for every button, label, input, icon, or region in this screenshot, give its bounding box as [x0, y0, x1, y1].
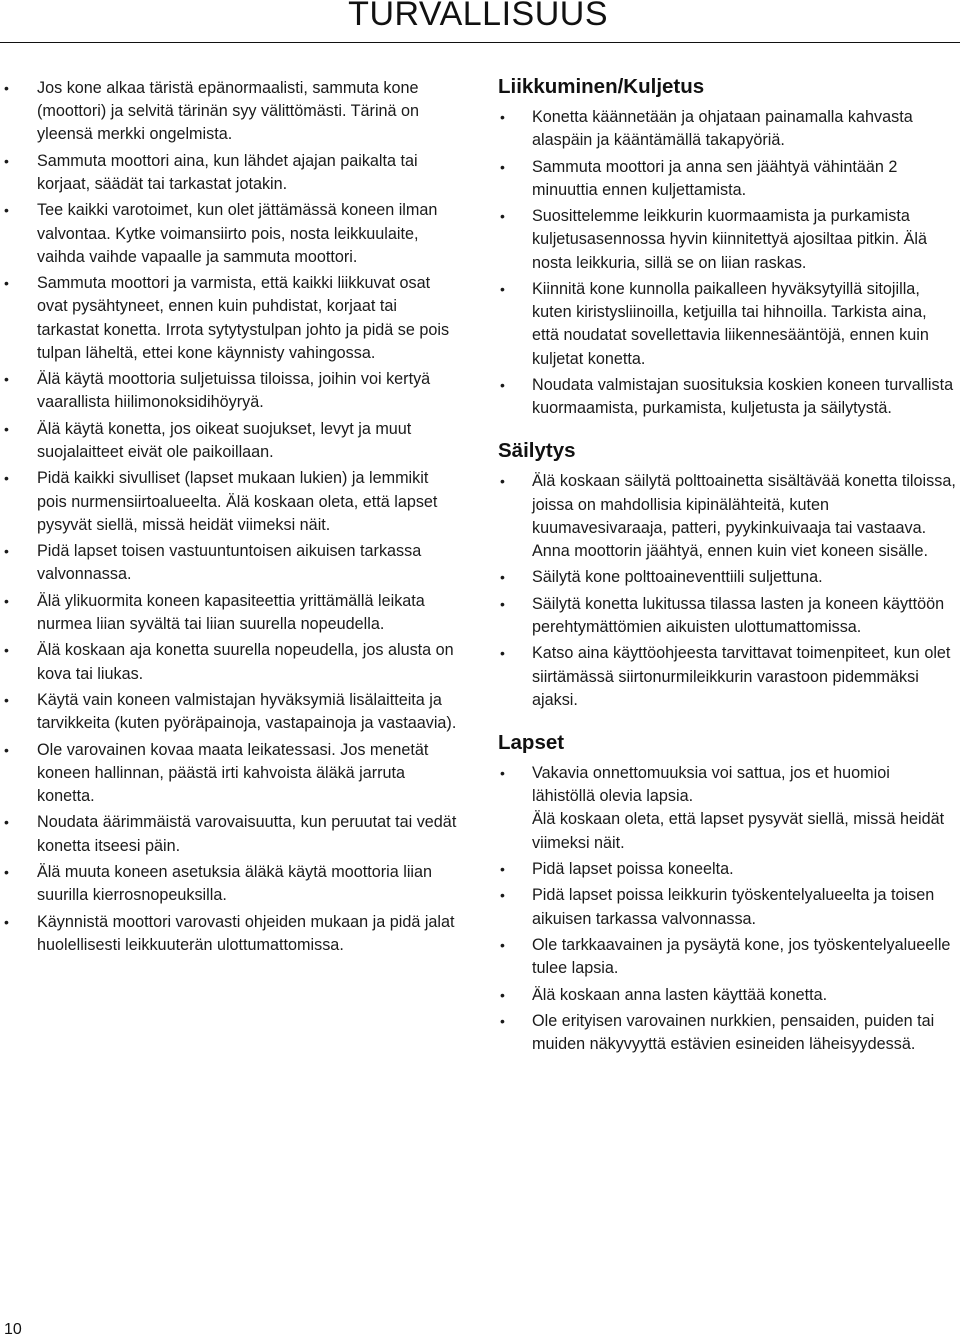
bullet-icon: •	[4, 80, 9, 96]
list-item-text: Tee kaikki varotoimet, kun olet jättämässä koneen ilman valvontaa. Kytke voimansiirto pois, nosta leikkuulaite, vaihda vaihde vapaalle ja sammuta moottori.	[37, 201, 438, 266]
list-item-text: Ole erityisen varovainen nurkkien, pensaiden, puiden tai muiden näkyvyyttä estävien esineiden läheisyydessä.	[532, 1011, 935, 1054]
storage-bullet-list	[498, 470, 956, 712]
list-item	[0, 639, 462, 685]
section-heading-storage: Säilytys	[498, 439, 576, 463]
bullet-icon: •	[500, 645, 505, 662]
list-item-text: Älä ylikuormita koneen kapasiteettia yrittämällä leikata nurmea liian syvältä tai liian suurella nopeudella.	[37, 591, 425, 633]
page-number: 10	[4, 1321, 22, 1338]
list-item-text: Vakavia onnettomuuksia voi sattua, jos et huomioi lähistöllä olevia lapsia. Älä koskaan oleta, että lapset pysyvät siellä, missä heidät viimeksi näit.	[532, 763, 945, 852]
bullet-icon: •	[500, 569, 505, 586]
list-item-text: Pidä lapset poissa koneelta.	[532, 859, 734, 878]
bullet-icon: •	[500, 860, 505, 877]
list-item	[498, 374, 956, 420]
bullet-icon: •	[500, 208, 505, 225]
bullet-icon: •	[500, 1012, 505, 1029]
list-item	[0, 911, 462, 957]
bullet-icon: •	[4, 741, 9, 758]
bullet-icon: •	[500, 595, 505, 612]
header-divider	[0, 42, 960, 43]
list-item	[498, 884, 956, 930]
list-item-text: Älä käytä moottoria suljetuissa tiloissa, joihin voi kertyä vaarallista hiilimonoksidihöyryä.	[37, 370, 431, 412]
bullet-icon: •	[500, 936, 505, 953]
bullet-icon: •	[4, 592, 9, 609]
left-bullet-list	[0, 77, 462, 957]
list-item-text: Käytä vain koneen valmistajan hyväksymiä lisälaitteita ja tarvikkeita (kuten pyöräpainoja, vastapainoja ja vastaavia).	[37, 690, 457, 733]
list-item-text: Sammuta moottori ja varmista, että kaikki liikkuvat osat ovat pysähtyneet, ennen kuin puhdistat, korjaat tai tarkastat konetta. Irrota sytytystulpan johto ja pidä se pois tulpan läheltä, ettei kone käynnisty vahingossa.	[37, 274, 450, 362]
list-item-text: Ole varovainen kovaa maata leikatessasi. Jos menetät koneen hallinnan, päästä irti kahvoista äläkä jarruta konetta.	[37, 740, 429, 805]
bullet-icon: •	[4, 543, 9, 560]
list-item-text: Pidä lapset toisen vastuuntuntoisen aikuisen tarkassa valvonnassa.	[37, 542, 422, 584]
list-item	[0, 689, 462, 735]
list-item	[0, 739, 462, 809]
list-item	[0, 272, 462, 365]
list-item-text: Sammuta moottori ja anna sen jäähtyä vähintään 2 minuuttia ennen kuljettamista.	[532, 157, 898, 199]
list-item-text: Älä koskaan säilytä polttoainetta sisältävää konetta tiloissa, joissa on mahdollisia kipinälähteitä, kuten kuumavesivaraaja, patteri, pyykinkuivaaja tai vastaava. Anna moottorin jäähtyä, ennen kuin viet koneen sisälle.	[532, 472, 956, 560]
list-item	[498, 593, 956, 639]
list-item	[498, 205, 956, 275]
list-item	[0, 368, 462, 414]
list-item	[0, 467, 462, 537]
list-item-text: Sammuta moottori aina, kun lähdet ajajan paikalta tai korjaat, säädät tai tarkastat jotakin.	[37, 151, 418, 193]
right-column	[498, 74, 956, 1060]
list-item-text: Katso aina käyttöohjeesta tarvittavat toimenpiteet, kun olet siirtämässä siirtonurmileikkurin varastoon pidemmäksi ajaksi.	[532, 644, 951, 709]
page-title: TURVALLISUUS	[348, 0, 608, 33]
list-item-text: Älä koskaan anna lasten käyttää konetta.	[532, 985, 828, 1004]
list-item-text: Pidä kaikki sivulliset (lapset mukaan lukien) ja lemmikit pois nurmensiirtoalueelta. Älä koskaan oleta, että lapset pysyvät siellä, missä heidät viimeksi näit.	[37, 469, 438, 534]
bullet-icon: •	[4, 863, 9, 880]
list-item-text: Älä koskaan aja konetta suurella nopeudella, jos alusta on kova tai liukas.	[37, 641, 454, 683]
list-item	[498, 106, 956, 152]
bullet-icon: •	[500, 887, 505, 904]
transport-bullet-list	[498, 106, 956, 420]
list-item	[0, 199, 462, 269]
section-heading-transport: Liikkuminen/Kuljetus	[498, 75, 705, 98]
list-item-text: Noudata valmistajan suosituksia koskien koneen turvallista kuormaamista, purkamista, kuljetusta ja säilytystä.	[532, 375, 954, 418]
section-heading-children: Lapset	[498, 730, 565, 754]
list-item-text: Älä käytä konetta, jos oikeat suojukset, levyt ja muut suojalaitteet eivät ole paikoillaan.	[37, 419, 412, 461]
bullet-icon: •	[4, 470, 9, 487]
list-item	[0, 418, 462, 464]
bullet-icon: •	[4, 371, 9, 388]
list-item	[498, 566, 956, 589]
list-item	[498, 470, 956, 563]
bullet-icon: •	[500, 986, 505, 1003]
list-item-text: Suosittelemme leikkurin kuormaamista ja purkamista kuljetusasennossa hyvin kiinnitettyä ajosiltaa pitkin. Älä nosta leikkuria, sillä se on liian raskas.	[532, 207, 928, 272]
bullet-icon: •	[500, 376, 505, 393]
list-item	[0, 861, 462, 907]
list-item-text: Älä muuta koneen asetuksia äläkä käytä moottoria liian suurilla kierrosnopeuksilla.	[37, 862, 433, 905]
list-item	[498, 762, 956, 855]
list-item-text: Konetta käännetään ja ohjataan painamalla kahvasta alaspäin ja kääntämällä takapyöriä.	[532, 108, 913, 150]
list-item-text: Kiinnitä kone kunnolla paikalleen hyväksytyillä sitojilla, kuten kiristysliinoilla, ketjuilla tai hihnoilla. Tarkista aina, että noudatat sovellettavia liikennesääntöjä, ennen kuin kuljetat konetta.	[532, 279, 929, 368]
bullet-icon: •	[500, 280, 505, 297]
left-column	[0, 77, 462, 960]
bullet-icon: •	[4, 420, 9, 437]
bullet-icon: •	[4, 913, 9, 930]
list-item-text: Jos kone alkaa täristä epänormaalisti, sammuta kone (moottori) ja selvitä tärinän syy välittömästi. Tärinä on yleensä merkki ongelmista.	[37, 79, 420, 144]
list-item	[0, 77, 462, 147]
list-item	[498, 278, 956, 371]
list-item-text: Pidä lapset poissa leikkurin työskentelyalueelta ja toisen aikuisen tarkassa valvonnassa.	[532, 886, 935, 928]
list-item	[0, 811, 462, 857]
list-item-text: Käynnistä moottori varovasti ohjeiden mukaan ja pidä jalat huolellisesti leikkuuterän ulottumattomissa.	[37, 912, 455, 954]
list-item-text: Ole tarkkaavainen ja pysäytä kone, jos työskentelyalueelle tulee lapsia.	[532, 935, 951, 978]
bullet-icon: •	[4, 275, 9, 292]
children-bullet-list	[498, 762, 956, 1056]
list-item	[498, 1010, 956, 1056]
bullet-icon: •	[4, 202, 9, 219]
list-item	[498, 156, 956, 202]
bullet-icon: •	[4, 691, 9, 708]
bullet-icon: •	[4, 814, 9, 831]
list-item-text: Noudata äärimmäistä varovaisuutta, kun peruutat tai vedät konetta itseesi päin.	[37, 813, 457, 855]
list-item-text: Säilytä kone polttoaineventtiili suljettuna.	[532, 568, 823, 587]
list-item	[498, 642, 956, 712]
list-item-text: Säilytä konetta lukitussa tilassa lasten ja koneen käyttöön perehtymättömien aikuisten ulottumattomissa.	[532, 594, 945, 636]
list-item	[0, 540, 462, 586]
list-item	[0, 590, 462, 636]
bullet-icon: •	[500, 764, 505, 781]
bullet-icon: •	[500, 109, 505, 125]
bullet-icon: •	[4, 642, 9, 659]
list-item	[498, 934, 956, 980]
list-item	[498, 858, 956, 881]
bullet-icon: •	[500, 473, 505, 490]
list-item	[498, 984, 956, 1007]
list-item	[0, 150, 462, 196]
bullet-icon: •	[4, 152, 9, 169]
bullet-icon: •	[500, 158, 505, 175]
